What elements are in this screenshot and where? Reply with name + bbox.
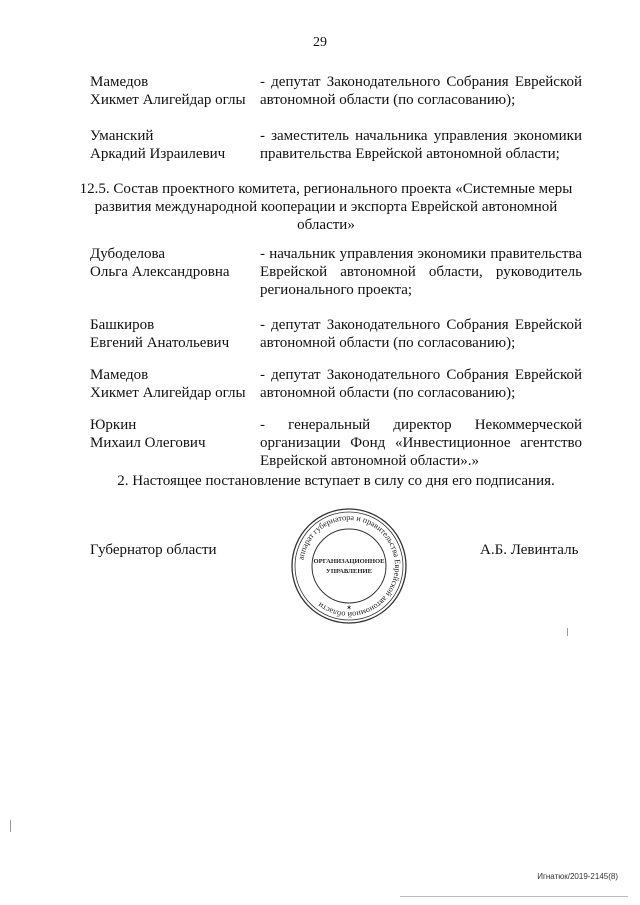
stamp-ring-text: аппарат губернатора и правительства Еврейской автономной области bbox=[296, 512, 403, 620]
official-stamp bbox=[290, 507, 408, 625]
stamp-center-line1: ОРГАНИЗАЦИОННОЕ bbox=[313, 558, 385, 565]
member-surname: Башкиров bbox=[90, 317, 155, 333]
member-surname: Мамедов bbox=[90, 74, 149, 90]
scan-edge-line bbox=[400, 896, 628, 897]
member-surname: Юркин bbox=[90, 417, 137, 433]
signatory-name: А.Б. Левинталь bbox=[480, 542, 579, 558]
member-given-names: Ольга Александровна bbox=[90, 264, 230, 280]
member-surname: Дубоделова bbox=[90, 246, 166, 262]
member-name bbox=[90, 416, 255, 452]
member-role: - генеральный директор Некоммерческой организации Фонд «Инвестиционное агентство Еврейской автономной области».» bbox=[260, 417, 582, 469]
member-given-names: Аркадий Израилевич bbox=[90, 146, 226, 162]
member-name bbox=[90, 366, 255, 402]
member-role: - начальник управления экономики правительства Еврейской автономной области, руководитель регионального проекта; bbox=[260, 246, 582, 298]
member-given-names: Евгений Анатольевич bbox=[90, 335, 230, 351]
member-surname: Уманский bbox=[90, 128, 154, 144]
member-role: - заместитель начальника управления экономики правительства Еврейской автономной области; bbox=[260, 128, 582, 162]
scan-mark bbox=[10, 820, 11, 832]
footer-code: Игнатюк/2019-2145(8) bbox=[537, 872, 618, 881]
member-role: - депутат Законодательного Собрания Еврейской автономной области (по согласованию); bbox=[260, 367, 582, 401]
member-name bbox=[90, 316, 255, 352]
stamp-star-icon: ✶ bbox=[346, 604, 352, 612]
member-name bbox=[90, 73, 255, 109]
member-surname: Мамедов bbox=[90, 367, 149, 383]
member-name bbox=[90, 127, 255, 163]
member-given-names: Хикмет Алигейдар оглы bbox=[90, 92, 246, 108]
member-role: - депутат Законодательного Собрания Еврейской автономной области (по согласованию); bbox=[260, 74, 582, 108]
signatory-title: Губернатор области bbox=[90, 542, 217, 558]
section-heading: 12.5. Состав проектного комитета, регионального проекта «Системные меры развития международной кооперации и экспорта Еврейской автономной области» bbox=[79, 181, 573, 233]
member-given-names: Михаил Олегович bbox=[90, 435, 206, 451]
member-role: - депутат Законодательного Собрания Еврейской автономной области (по согласованию); bbox=[260, 317, 582, 351]
member-given-names: Хикмет Алигейдар оглы bbox=[90, 385, 246, 401]
closing-clause: 2. Настоящее постановление вступает в силу со дня его подписания. bbox=[117, 473, 555, 489]
page-number: 29 bbox=[313, 35, 327, 50]
stamp-center-line2: УПРАВЛЕНИЕ bbox=[325, 568, 373, 575]
scan-mark bbox=[567, 628, 568, 636]
member-name bbox=[90, 245, 255, 281]
